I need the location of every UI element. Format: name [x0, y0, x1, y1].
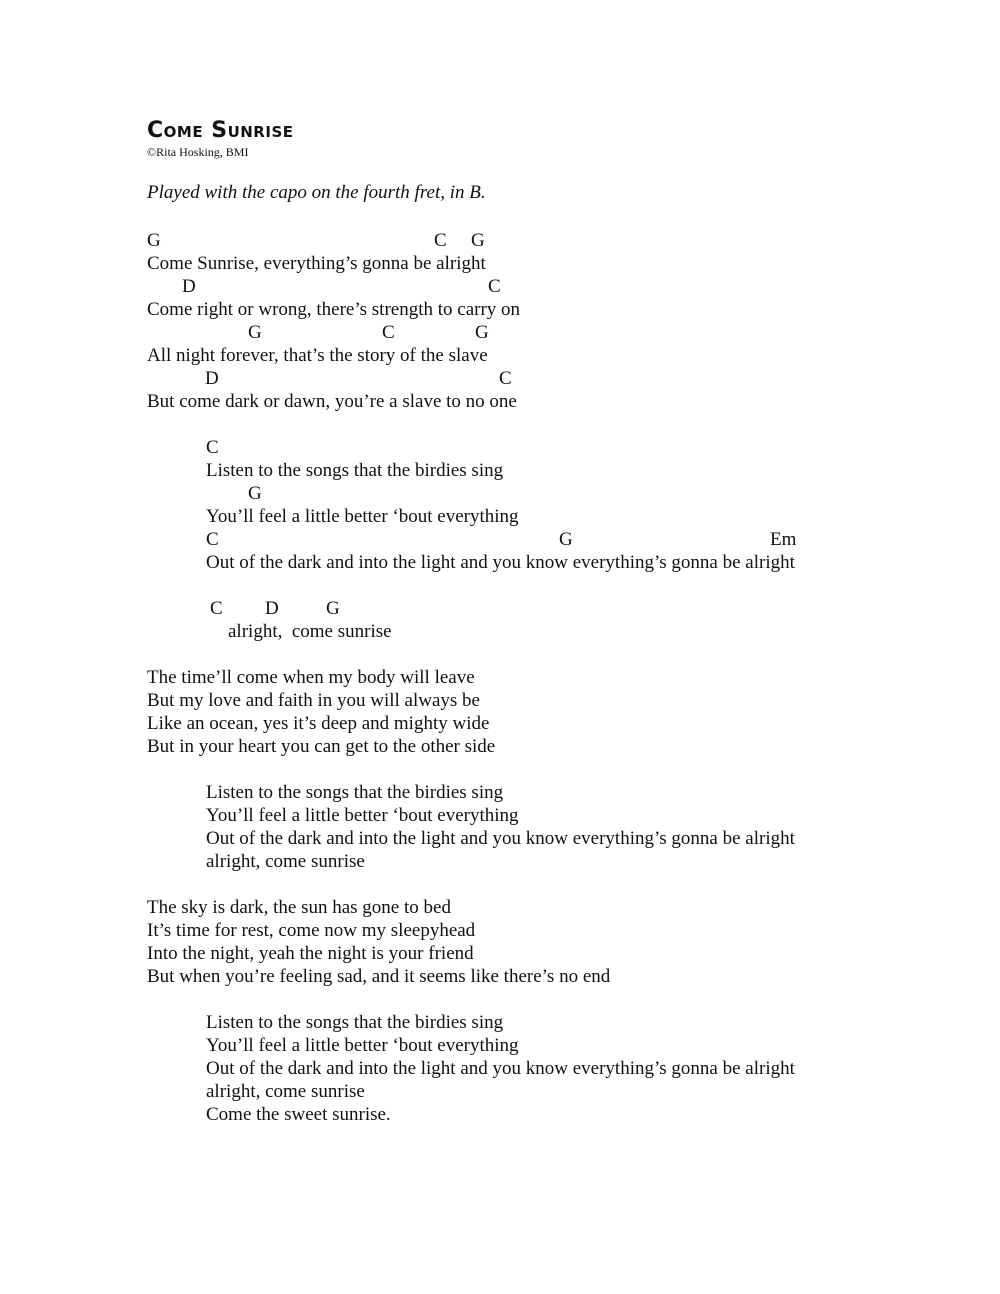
lyric-line: Come the sweet sunrise.	[206, 1104, 391, 1125]
lyric-line: Out of the dark and into the light and you know everything’s gonna be alright	[206, 1058, 795, 1079]
chord: G	[248, 322, 262, 343]
lyric-line: Like an ocean, yes it’s deep and mighty wide	[147, 713, 490, 734]
song-title: Come Sunrise	[147, 118, 294, 143]
lyric-line: Come right or wrong, there’s strength to carry on	[147, 299, 521, 320]
lyric-line: But come dark or dawn, you’re a slave to no one	[147, 391, 517, 412]
chord: C	[382, 322, 395, 343]
lyric-line: But in your heart you can get to the other side	[147, 736, 496, 757]
lyric-line: Into the night, yeah the night is your friend	[147, 943, 474, 964]
lyric-line: The time’ll come when my body will leave	[147, 667, 475, 688]
lyric-line: You’ll feel a little better ‘bout everything	[206, 506, 519, 527]
lyric-line: Listen to the songs that the birdies sing	[206, 1012, 504, 1033]
capo-note: Played with the capo on the fourth fret, in B.	[147, 182, 486, 203]
lyric-line: Listen to the songs that the birdies sing	[206, 782, 504, 803]
lyric-line: alright, come sunrise	[206, 851, 365, 872]
lyric-line: It’s time for rest, come now my sleepyhead	[147, 920, 476, 941]
lyric-line: Come Sunrise, everything’s gonna be alright	[147, 253, 486, 274]
chord: G	[326, 598, 340, 619]
chord: C	[210, 598, 223, 619]
lyric-line: alright, come sunrise	[228, 621, 392, 642]
chord: G	[559, 529, 573, 550]
chord: Em	[770, 529, 797, 550]
lyric-line: Listen to the songs that the birdies sing	[206, 460, 504, 481]
lyric-line: All night forever, that’s the story of the slave	[147, 345, 488, 366]
chord: G	[475, 322, 489, 343]
chord: C	[434, 230, 447, 251]
chord: G	[147, 230, 161, 251]
lyric-line: Out of the dark and into the light and you know everything’s gonna be alright	[206, 828, 795, 849]
chord: C	[206, 529, 219, 550]
chord: D	[265, 598, 279, 619]
chord: C	[499, 368, 512, 389]
chord: G	[248, 483, 262, 504]
chord: D	[182, 276, 196, 297]
copyright-line: ©Rita Hosking, BMI	[147, 145, 249, 159]
chord: G	[471, 230, 485, 251]
lyric-line: You’ll feel a little better ‘bout everything	[206, 805, 519, 826]
lyric-line: You’ll feel a little better ‘bout everything	[206, 1035, 519, 1056]
lyric-line: alright, come sunrise	[206, 1081, 365, 1102]
lyric-line: But when you’re feeling sad, and it seems like there’s no end	[147, 966, 611, 987]
lyric-line: But my love and faith in you will always be	[147, 690, 480, 711]
lyric-line: The sky is dark, the sun has gone to bed	[147, 897, 451, 918]
chord: D	[205, 368, 219, 389]
chord: C	[206, 437, 219, 458]
lyric-line: Out of the dark and into the light and you know everything’s gonna be alright	[206, 552, 795, 573]
chord: C	[488, 276, 501, 297]
